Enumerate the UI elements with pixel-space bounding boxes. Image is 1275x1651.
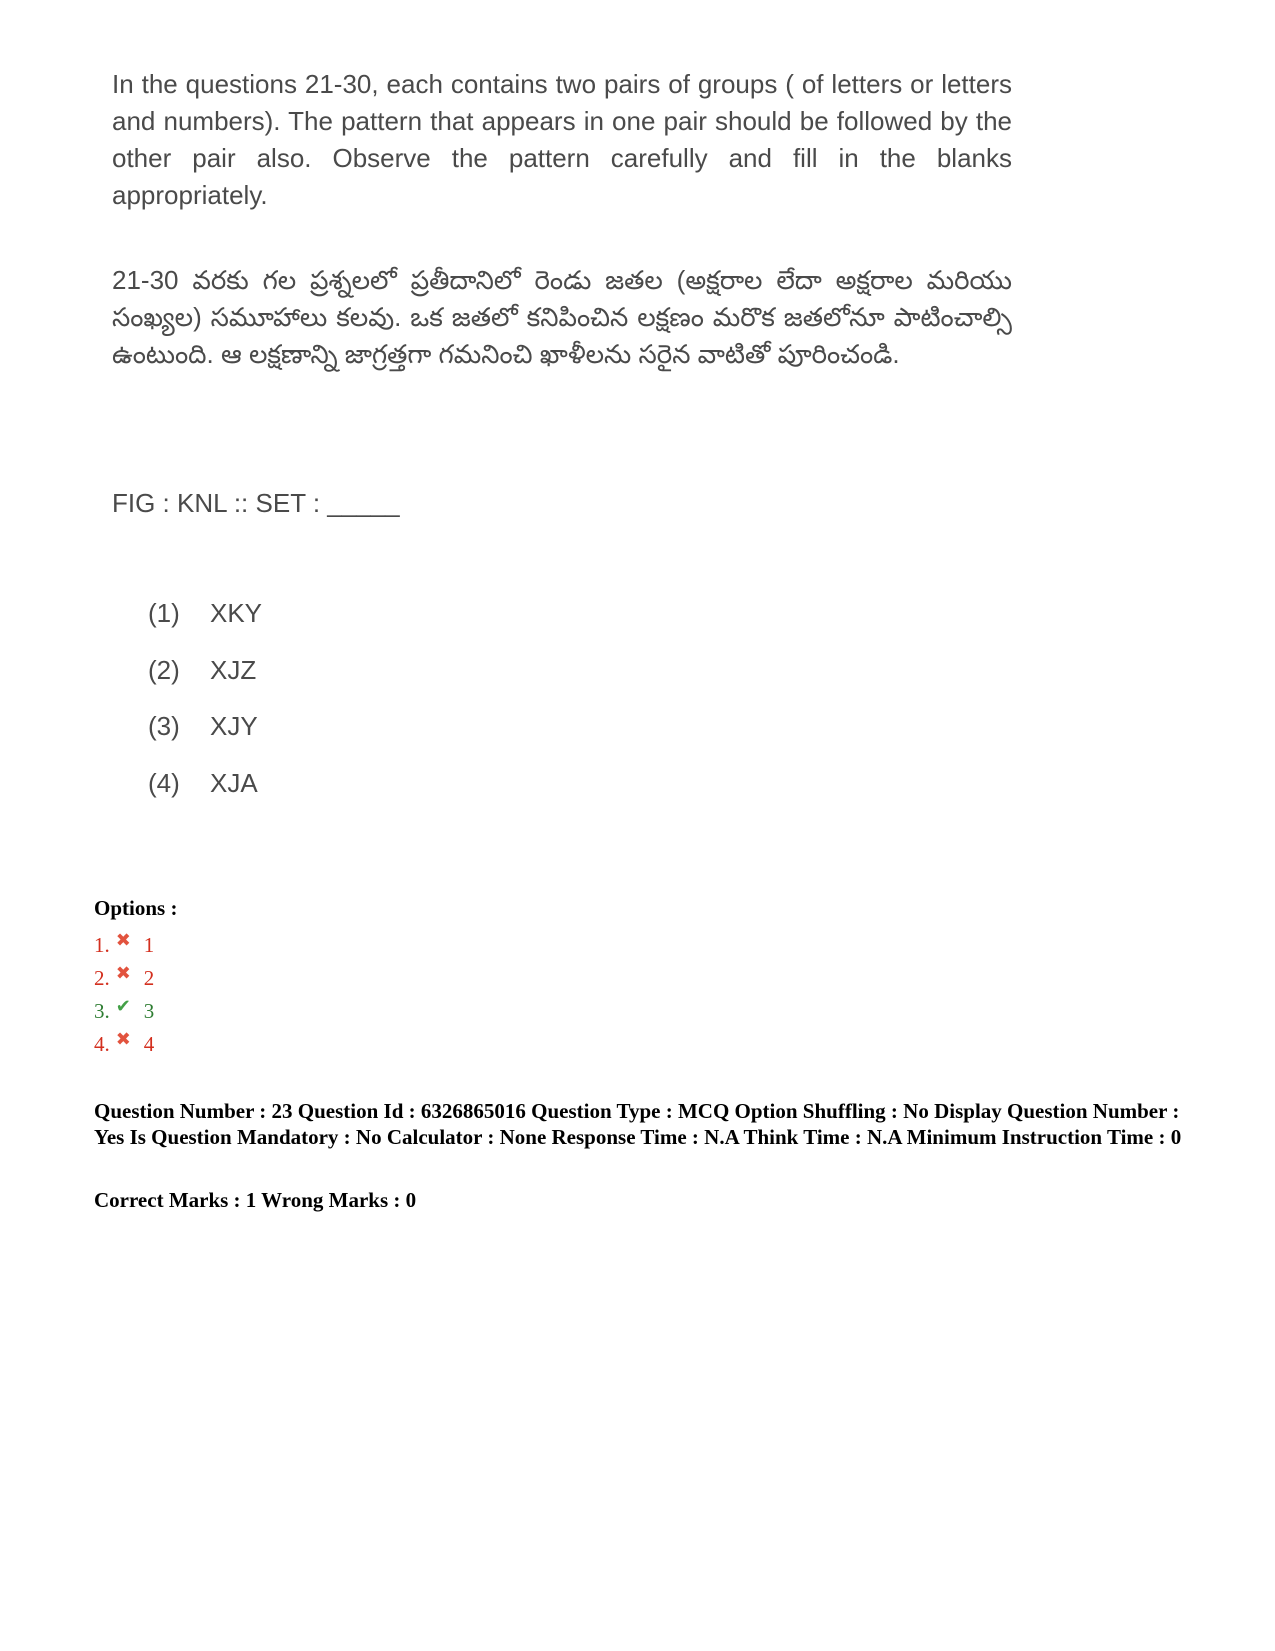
choice-item xyxy=(148,655,262,712)
cross-icon: ✖ xyxy=(115,929,131,950)
choice-item xyxy=(148,598,262,655)
option-value: 2 xyxy=(143,966,155,990)
analogy-question: FIG : KNL :: SET : _____ xyxy=(112,488,400,518)
choice-item xyxy=(148,711,262,768)
choice-text: XJY xyxy=(210,711,258,741)
choice-number: (1) xyxy=(148,598,180,628)
option-number: 2. xyxy=(94,966,110,990)
cross-icon: ✖ xyxy=(115,962,131,983)
option-item xyxy=(94,1028,177,1061)
option-number: 1. xyxy=(94,933,110,957)
option-value: 1 xyxy=(143,933,155,957)
marks-info: Correct Marks : 1 Wrong Marks : 0 xyxy=(94,1188,417,1212)
choice-list xyxy=(148,598,262,824)
choice-number: (4) xyxy=(148,767,180,798)
telugu-instruction: 21-30 వరకు గల ప్రశ్నలలో ప్రతీదానిలో రెండు జతల (అక్షరాల లేదా అక్షరాల మరియు సంఖ్యల) సమూహాలు కలవు. ఒక జతలో కనిపించిన లక్షణం మరొక జతలోనూ పాటించాల్సి ఉంటుంది. ఆ లక్షణాన్ని జాగ్రత్తగా గమనించి ఖాళీలను సరైన వాటితో పూరించండి. xyxy=(112,265,1012,369)
choice-number: (3) xyxy=(148,711,180,741)
option-item xyxy=(94,962,177,995)
choice-text: XJA xyxy=(210,767,258,798)
option-value: 4 xyxy=(143,1032,155,1056)
options-section xyxy=(94,896,177,1061)
choice-text: XJZ xyxy=(210,654,257,685)
option-item xyxy=(94,995,177,1028)
choice-text: XKY xyxy=(210,598,263,628)
english-instruction: In the questions 21-30, each contains two pairs of groups ( of letters or letters and numbers). The pattern that appears in one pair should be followed by the other pair also. Observe the pattern carefully and fill in the blanks appropriately. xyxy=(112,69,1012,210)
option-number: 3. xyxy=(94,999,110,1023)
question-metadata: Question Number : 23 Question Id : 6326865016 Question Type : MCQ Option Shuffling : No Display Question Number : Yes Is Question Mandatory : No Calculator : None Response Time : N.A Think Time : N.A Minimum Instruction Time : 0 xyxy=(94,1099,1182,1149)
cross-icon: ✖ xyxy=(115,1028,131,1049)
options-title: Options : xyxy=(94,896,178,920)
check-icon: ✔ xyxy=(115,995,131,1016)
question-image xyxy=(112,66,1012,373)
option-item xyxy=(94,929,177,962)
option-value: 3 xyxy=(143,999,155,1023)
option-number: 4. xyxy=(94,1032,110,1056)
choice-number: (2) xyxy=(148,654,180,685)
choice-item xyxy=(148,768,262,825)
